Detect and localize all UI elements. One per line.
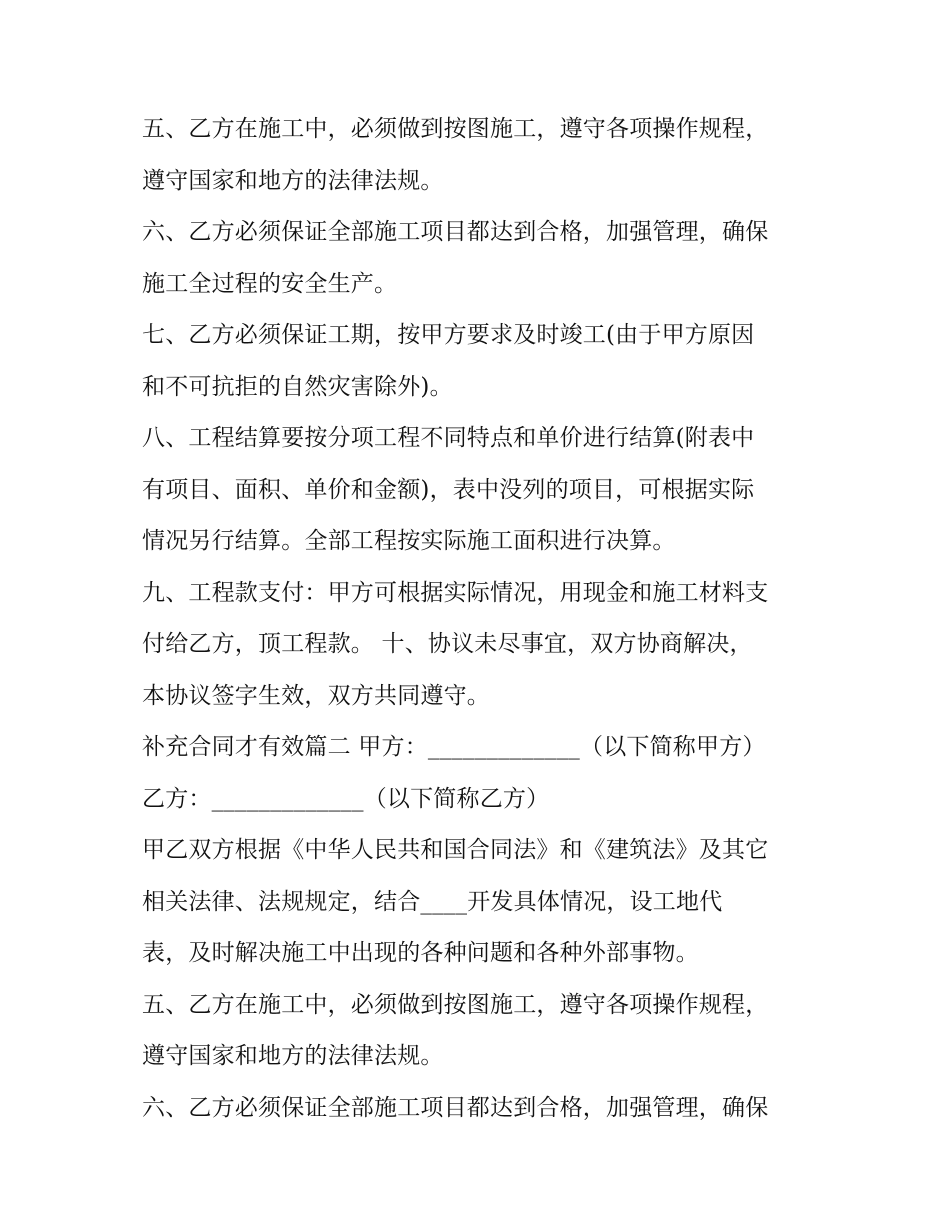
- text-line: 施工全过程的安全生产。: [142, 270, 398, 297]
- text-line: 付给乙方，顶工程款。 十、协议未尽事宜，双方协商解决，: [142, 631, 753, 657]
- text-line: 遵守国家和地方的法律法规。: [142, 1043, 444, 1069]
- text-line: 九、工程款支付：甲方可根据实际情况，用现金和施工材料支: [142, 579, 769, 606]
- text-line: 七、乙方必须保证工期，按甲方要求及时竣工(由于甲方原因: [142, 322, 755, 348]
- text-line: 补充合同才有效篇二 甲方：_____________（以下简称甲方）: [142, 734, 766, 760]
- text-line: 表，及时解决施工中出现的各种问题和各种外部事物。: [142, 940, 699, 966]
- text-line: 情况另行结算。全部工程按实际施工面积进行决算。: [142, 528, 676, 554]
- text-line: 五、乙方在施工中，必须做到按图施工，遵守各项操作规程，: [142, 991, 769, 1018]
- text-line: 六、乙方必须保证全部施工项目都达到合格，加强管理，确保: [142, 219, 769, 245]
- text-line: 有项目、面积、单价和金额)，表中没列的项目，可根据实际: [142, 476, 755, 503]
- text-line: 遵守国家和地方的法律法规。: [142, 167, 444, 194]
- text-line: 本协议签字生效，双方共同遵守。: [142, 682, 490, 709]
- text-line: 相关法律、法规规定，结合____开发具体情况，设工地代: [142, 888, 723, 915]
- text-line: 五、乙方在施工中，必须做到按图施工，遵守各项操作规程，: [142, 116, 769, 142]
- text-line: 八、工程结算要按分项工程不同特点和单价进行结算(附表中: [142, 425, 755, 451]
- text-line: 六、乙方必须保证全部施工项目都达到合格，加强管理，确保: [142, 1094, 769, 1121]
- text-line: 和不可抗拒的自然灾害除外)。: [142, 373, 453, 400]
- document-body: [142, 108, 822, 1138]
- text-line: 甲乙双方根据《中华人民共和国合同法》和《建筑法》及其它: [142, 837, 769, 863]
- text-line: 乙方：_____________（以下简称乙方）: [142, 785, 550, 812]
